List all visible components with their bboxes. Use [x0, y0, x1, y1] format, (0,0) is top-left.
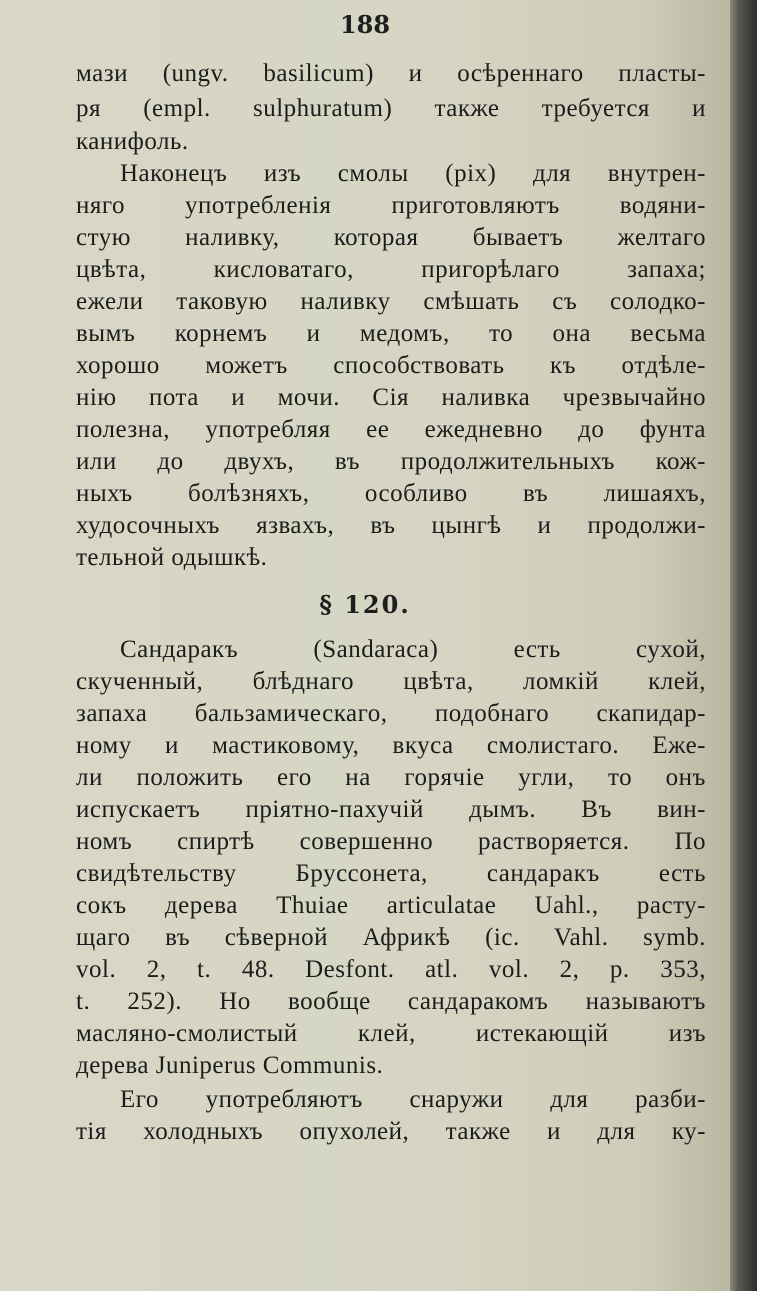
text-line: тельной одышкѣ. [76, 544, 268, 571]
text-line: скученный, блѣднаго цвѣта, ломкій клей, [76, 668, 706, 695]
text-line: няго употребленія приготовляютъ водяни- [76, 192, 706, 219]
text-line: хорошо можетъ способствовать къ отдѣле- [76, 352, 706, 379]
text-line: вымъ корнемъ и медомъ, то она весьма [76, 320, 706, 347]
text-line: свидѣтельству Бруссонета, сандаракъ есть [76, 860, 706, 887]
text-line: худосочныхъ язвахъ, въ цынгѣ и продолжи- [76, 512, 706, 539]
book-spine-edge [730, 0, 757, 1291]
text-line: ря (empl. sulphuratum) также требуется и [76, 95, 706, 122]
text-line: t. 252). Но вообще сандаракомъ называютъ [76, 988, 706, 1015]
text-line: полезна, употребляя ее ежедневно до фунта [76, 416, 706, 443]
text-line: ежели таковую наливку смѣшать съ солодко- [76, 288, 706, 315]
text-line: Наконецъ изъ смолы (pix) для внутрен- [120, 160, 706, 187]
text-line: ли положить его на горячіе угли, то онъ [76, 764, 706, 791]
text-line: запаха бальзамическаго, подобнаго скапидар- [76, 700, 706, 727]
text-line: стую наливку, которая бываетъ желтаго [76, 224, 706, 251]
page-number: 188 [339, 10, 391, 39]
text-line: нію пота и мочи. Сія наливка чрезвычайно [76, 384, 706, 411]
text-line: тія холодныхъ опухолей, также и для ку- [76, 1118, 706, 1145]
text-line: сокъ дерева Thuiae articulatae Uahl., расту- [76, 892, 706, 919]
text-line: Сандаракъ (Sandaraca) есть сухой, [120, 636, 706, 663]
text-line: ныхъ болѣзняхъ, особливо въ лишаяхъ, [76, 480, 706, 507]
text-line: ному и мастиковому, вкуса смолистаго. Еже- [76, 732, 706, 759]
text-line: цвѣта, кисловатаго, пригорѣлаго запаха; [76, 256, 706, 283]
text-line: дерева Juniperus Communis. [76, 1052, 384, 1079]
text-line: канифоль. [76, 128, 189, 155]
text-line: мази (ungv. basilicum) и осѣреннаго пласты- [76, 60, 706, 87]
text-line: масляно-смолистый клей, истекающій изъ [76, 1020, 706, 1047]
section-heading: § 120. [319, 590, 411, 619]
text-line: щаго въ сѣверной Африкѣ (ic. Vahl. symb. [76, 924, 706, 951]
text-line: vol. 2, t. 48. Desfont. atl. vol. 2, p. 353, [76, 956, 706, 983]
text-line: номъ спиртѣ совершенно растворяется. По [76, 828, 706, 855]
text-line: Его употребляютъ снаружи для разби- [120, 1086, 706, 1113]
text-line: или до двухъ, въ продолжительныхъ кож- [76, 448, 706, 475]
text-line: испускаетъ пріятно-пахучій дымъ. Въ вин- [76, 796, 706, 823]
